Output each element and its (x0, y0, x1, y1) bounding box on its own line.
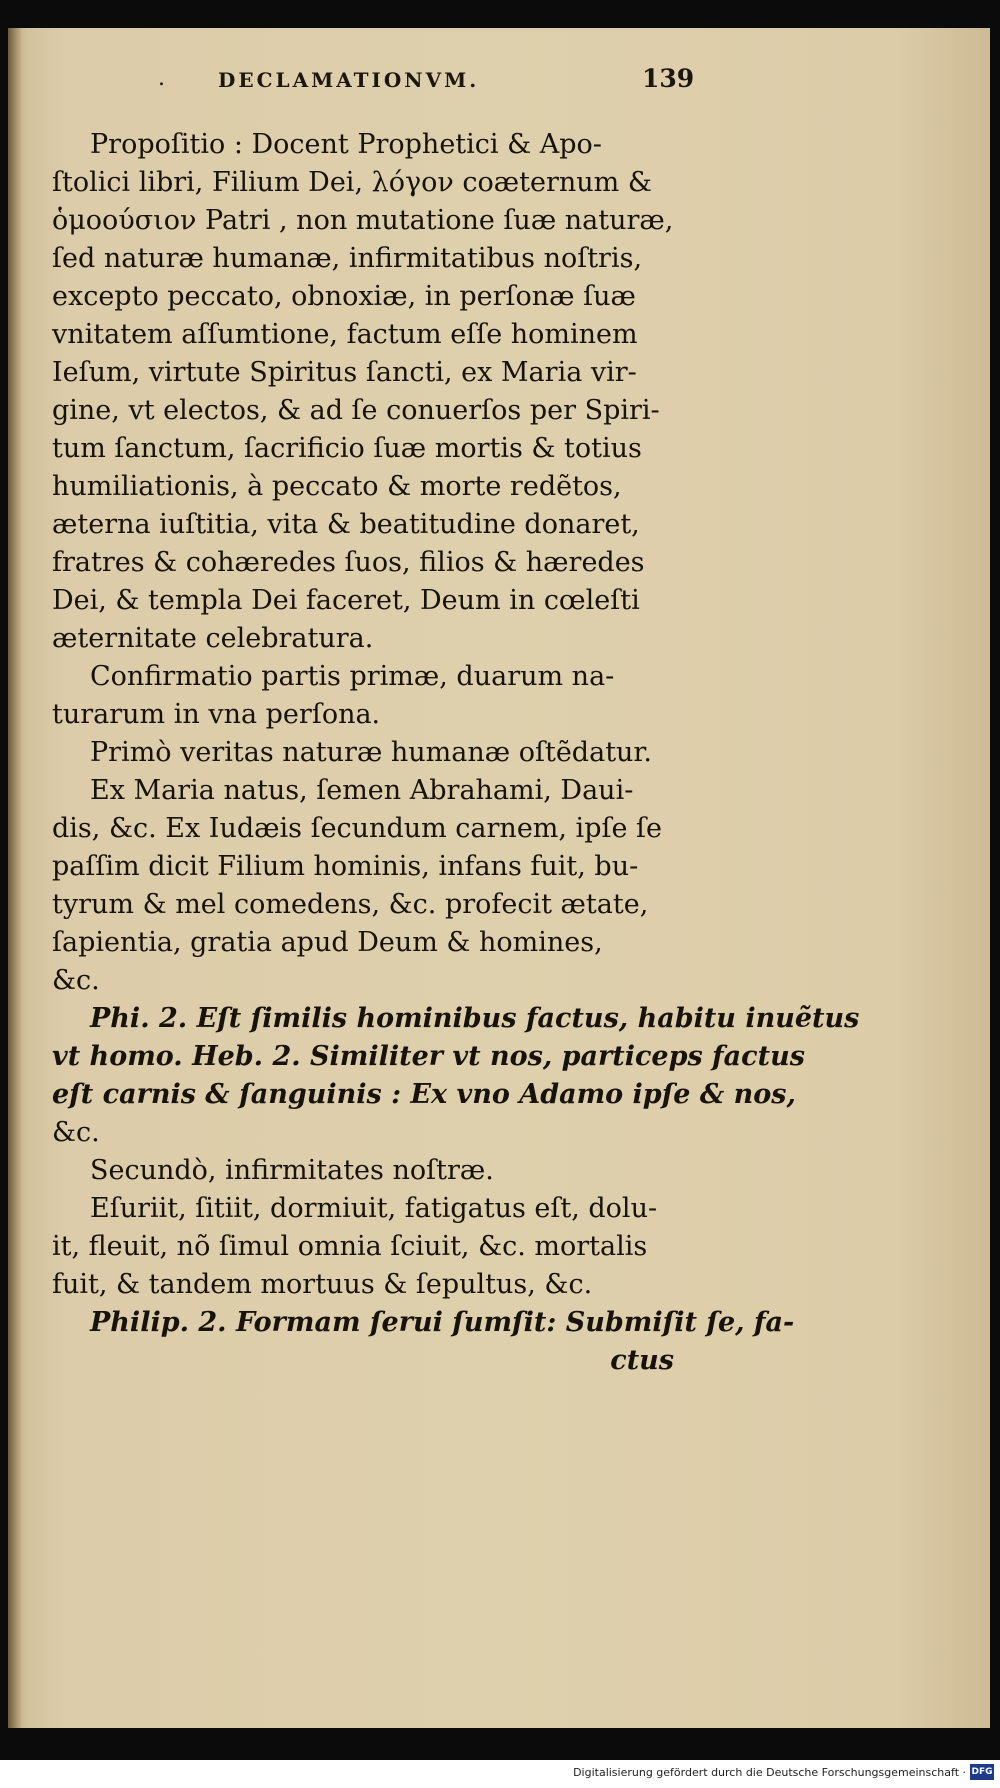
text-line: gine, vt electos, & ad ſe conuerſos per Spiri- (52, 395, 660, 426)
section-heading-line: Confirmatio partis primæ, duarum na- (90, 661, 615, 692)
text-line: vnitatem aſſumtione, factum eſſe hominem (52, 319, 638, 350)
catchword: ctus (610, 1345, 674, 1376)
page-binding-shadow (8, 28, 22, 1728)
text-line: Secundò, infirmitates noſtræ. (90, 1155, 494, 1186)
book-page (8, 28, 990, 1728)
text-line: it, fleuit, nõ ſimul omnia ſciuit, &c. mortalis (52, 1231, 648, 1262)
text-line: tum ſanctum, ſacrificio ſuæ mortis & totius (52, 433, 642, 464)
scripture-citation-line: eſt carnis & ſanguinis : Ex vno Adamo ipſe & nos, (52, 1079, 796, 1110)
funding-credit: Digitalisierung gefördert durch die Deutsche Forschungsgemeinschaft · (573, 1766, 966, 1779)
text-line: fratres & cohæredes ſuos, filios & hæredes (52, 547, 645, 578)
text-line: æternitate celebratura. (52, 623, 374, 654)
text-line: Eſuriit, ſitiit, dormiuit, fatigatus eſt, dolu- (90, 1193, 658, 1224)
text-line: Ieſum, virtute Spiritus ſancti, ex Maria vir- (52, 357, 637, 388)
text-line: Propoſitio : Docent Prophetici & Apo- (90, 129, 602, 160)
text-line: fuit, & tandem mortuus & ſepultus, &c. (52, 1269, 593, 1300)
text-line: Primò veritas naturæ humanæ oſtẽdatur. (90, 737, 652, 768)
scripture-citation-line: vt homo. Heb. 2. Similiter vt nos, particeps factus (52, 1041, 805, 1072)
text-line: dis, &c. Ex Iudæis ſecundum carnem, ipſe ſe (52, 813, 663, 844)
scripture-citation-line: Philip. 2. Formam ſerui ſumſit: Submiſit ſe, fa- (90, 1307, 795, 1338)
text-line: ὁμοούσιον Patri , non mutatione ſuæ naturæ, (52, 205, 674, 236)
scripture-citation-line: Phi. 2. Eſt ſimilis hominibus factus, habitu inuẽtus (90, 1003, 860, 1034)
body-text (52, 126, 860, 1380)
text-line: paſſim dicit Filium hominis, infans fuit, bu- (52, 851, 639, 882)
text-line: excepto peccato, obnoxiæ, in perſonæ ſuæ (52, 281, 636, 312)
text-line: &c. (52, 965, 100, 996)
text-line: ſtolici libri, Filium Dei, λόγον coæternum & (52, 167, 652, 198)
section-heading-line: turarum in vna perſona. (52, 699, 381, 730)
text-line: Dei, & templa Dei faceret, Deum in cœleſti (52, 585, 640, 616)
digitization-footer (0, 1760, 1000, 1788)
text-line: &c. (52, 1117, 100, 1148)
running-head-title: DECLAMATIONVM. (218, 68, 480, 92)
running-head (8, 66, 990, 106)
running-head-dot: . (158, 66, 165, 91)
text-line: tyrum & mel comedens, &c. profecit ætate, (52, 889, 649, 920)
text-line: humiliationis, à peccato & morte redẽtos, (52, 471, 622, 502)
page-number: 139 (642, 64, 695, 93)
text-line: ſapientia, gratia apud Deum & homines, (52, 927, 603, 958)
dfg-logo-icon: DFG (970, 1764, 994, 1780)
text-line: ſed naturæ humanæ, infirmitatibus noſtris, (52, 243, 643, 274)
text-line: æterna iuſtitia, vita & beatitudine donaret, (52, 509, 640, 540)
text-line: Ex Maria natus, ſemen Abrahami, Daui- (90, 775, 634, 806)
